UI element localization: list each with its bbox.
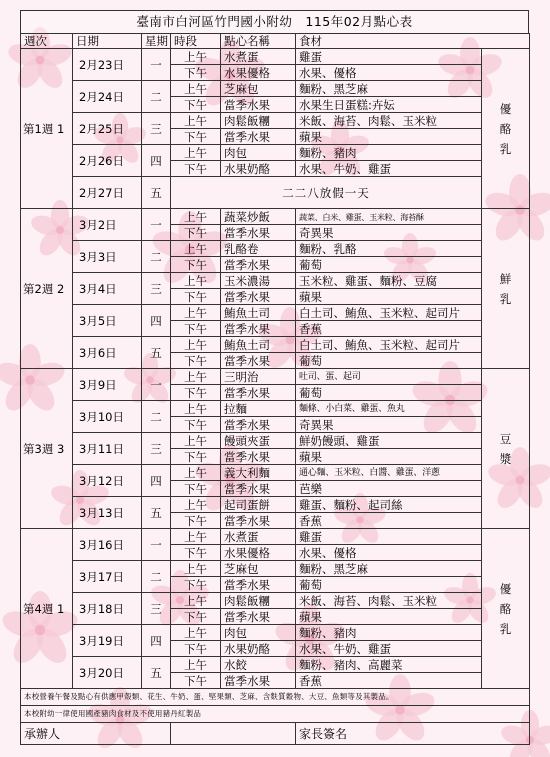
signature-gap (171, 723, 296, 745)
ingredients-cell: 麵粉、豬肉、高麗菜 (296, 657, 482, 673)
table-row (21, 241, 530, 257)
table-row (21, 305, 530, 321)
ingredients-cell: 水果、優格 (296, 65, 482, 81)
weekday-cell: 三 (142, 593, 171, 625)
ingredients-cell: 麵條、小白菜、雞蛋、魚丸 (296, 401, 482, 417)
snack-cell: 蔬菜炒飯 (221, 209, 296, 225)
ingredients-cell: 麵粉、豬肉 (296, 625, 482, 641)
date-cell: 3月11日 (73, 433, 142, 465)
ingredients-cell: 米飯、海苔、肉鬆、玉米粒 (296, 113, 482, 129)
date-cell: 3月9日 (73, 369, 142, 401)
ingredients-cell: 葡萄 (296, 353, 482, 369)
table-row (21, 465, 530, 481)
date-cell: 3月16日 (73, 529, 142, 561)
ingredients-cell: 香蕉 (296, 321, 482, 337)
period-cell: 下午 (171, 321, 221, 337)
snack-cell: 當季水果 (221, 673, 296, 689)
period-cell: 上午 (171, 593, 221, 609)
snack-cell: 鮪魚土司 (221, 305, 296, 321)
table-row (21, 625, 530, 641)
table-row (21, 145, 530, 161)
weekday-cell: 一 (142, 49, 171, 81)
header-row (21, 34, 530, 49)
table-row (21, 657, 530, 673)
date-cell: 3月18日 (73, 593, 142, 625)
date-cell: 3月2日 (73, 209, 142, 241)
weekday-cell: 二 (142, 401, 171, 433)
table-row (21, 561, 530, 577)
period-cell: 上午 (171, 81, 221, 97)
date-cell: 3月6日 (73, 337, 142, 369)
date-cell: 3月10日 (73, 401, 142, 433)
snack-cell: 當季水果 (221, 385, 296, 401)
signature-row (21, 723, 530, 745)
header-snack: 點心名稱 (221, 34, 296, 49)
weekday-cell: 二 (142, 561, 171, 593)
snack-cell: 當季水果 (221, 481, 296, 497)
period-cell: 下午 (171, 129, 221, 145)
weekday-cell: 二 (142, 81, 171, 113)
period-cell: 上午 (171, 529, 221, 545)
snack-cell: 水果奶酪 (221, 161, 296, 177)
snack-cell: 當季水果 (221, 513, 296, 529)
period-cell: 下午 (171, 417, 221, 433)
table-row (21, 529, 530, 545)
ingredients-cell: 水果生日蛋糕:卉妘 (296, 97, 482, 113)
header-weekday: 星期 (142, 34, 171, 49)
period-cell: 下午 (171, 609, 221, 625)
snack-cell: 肉包 (221, 625, 296, 641)
snack-cell: 當季水果 (221, 577, 296, 593)
snack-cell: 水果奶酪 (221, 641, 296, 657)
period-cell: 上午 (171, 241, 221, 257)
period-cell: 上午 (171, 49, 221, 65)
organizer-signature[interactable]: 承辦人 (21, 723, 171, 745)
snack-cell: 鮪魚土司 (221, 337, 296, 353)
table-row (21, 177, 530, 209)
snack-cell: 水餃 (221, 657, 296, 673)
ingredients-cell: 白土司、鮪魚、玉米粒、起司片 (296, 337, 482, 353)
note-row (21, 689, 530, 706)
milk-cell: 優 酪 乳 (482, 49, 530, 209)
date-cell: 2月24日 (73, 81, 142, 113)
ingredients-cell: 水果、牛奶、雞蛋 (296, 161, 482, 177)
snack-cell: 饅頭夾蛋 (221, 433, 296, 449)
date-cell: 3月20日 (73, 657, 142, 689)
weekday-cell: 五 (142, 337, 171, 369)
snack-cell: 肉鬆飯糰 (221, 113, 296, 129)
snack-cell: 當季水果 (221, 609, 296, 625)
ingredients-cell: 葡萄 (296, 577, 482, 593)
snack-cell: 水果優格 (221, 545, 296, 561)
period-cell: 上午 (171, 561, 221, 577)
snack-cell: 水煮蛋 (221, 49, 296, 65)
weekday-cell: 五 (142, 497, 171, 529)
ingredients-cell: 香蕉 (296, 673, 482, 689)
ingredients-cell: 芭樂 (296, 481, 482, 497)
weekday-cell: 二 (142, 241, 171, 273)
date-cell: 2月27日 (73, 177, 142, 209)
table-row (21, 49, 530, 65)
date-cell: 3月19日 (73, 625, 142, 657)
table-row (21, 593, 530, 609)
snack-cell: 拉麵 (221, 401, 296, 417)
ingredients-cell: 麵粉、黑芝麻 (296, 561, 482, 577)
table-row (21, 273, 530, 289)
date-cell: 3月17日 (73, 561, 142, 593)
date-cell: 2月23日 (73, 49, 142, 81)
period-cell: 上午 (171, 369, 221, 385)
header-week: 週次 (21, 34, 73, 49)
table-row (21, 497, 530, 513)
ingredients-cell: 米飯、海苔、肉鬆、玉米粒 (296, 593, 482, 609)
date-cell: 3月13日 (73, 497, 142, 529)
period-cell: 下午 (171, 161, 221, 177)
period-cell: 上午 (171, 401, 221, 417)
period-cell: 下午 (171, 577, 221, 593)
period-cell: 上午 (171, 273, 221, 289)
milk-cell: 豆 漿 (482, 369, 530, 529)
period-cell: 下午 (171, 97, 221, 113)
snack-cell: 起司蛋餅 (221, 497, 296, 513)
snack-cell: 義大利麵 (221, 465, 296, 481)
table-row (21, 369, 530, 385)
ingredients-cell: 蘋果 (296, 289, 482, 305)
snack-cell: 當季水果 (221, 97, 296, 113)
ingredients-cell: 葡萄 (296, 257, 482, 273)
snack-cell: 當季水果 (221, 321, 296, 337)
snack-cell: 當季水果 (221, 257, 296, 273)
weekday-cell: 四 (142, 305, 171, 337)
weekday-cell: 三 (142, 113, 171, 145)
note-row (21, 706, 530, 723)
parent-signature[interactable]: 家長簽名 (296, 723, 530, 745)
page-title: 臺南市白河區竹門國小附幼 115年02月點心表 (20, 10, 529, 33)
snack-cell: 肉包 (221, 145, 296, 161)
table-row (21, 433, 530, 449)
weekday-cell: 四 (142, 625, 171, 657)
ingredients-cell: 麵粉、乳酪 (296, 241, 482, 257)
ingredients-cell: 白土司、鮪魚、玉米粒、起司片 (296, 305, 482, 321)
week-label: 第1週 1 (21, 49, 73, 209)
table-row (21, 81, 530, 97)
ingredients-cell: 奇異果 (296, 417, 482, 433)
period-cell: 下午 (171, 481, 221, 497)
snack-menu-sheet (20, 10, 529, 745)
snack-cell: 當季水果 (221, 417, 296, 433)
snack-cell: 當季水果 (221, 449, 296, 465)
snack-cell: 三明治 (221, 369, 296, 385)
date-cell: 3月4日 (73, 273, 142, 305)
period-cell: 下午 (171, 257, 221, 273)
weekday-cell: 四 (142, 145, 171, 177)
ingredients-cell: 水果、優格 (296, 545, 482, 561)
ingredients-cell: 蘋果 (296, 129, 482, 145)
snack-cell: 當季水果 (221, 353, 296, 369)
period-cell: 上午 (171, 145, 221, 161)
weekday-cell: 五 (142, 177, 171, 209)
week-label: 第3週 3 (21, 369, 73, 529)
date-cell: 2月25日 (73, 113, 142, 145)
snack-cell: 當季水果 (221, 225, 296, 241)
table-row (21, 113, 530, 129)
weekday-cell: 一 (142, 209, 171, 241)
period-cell: 下午 (171, 353, 221, 369)
ingredients-cell: 雞蛋 (296, 49, 482, 65)
snack-cell: 肉鬆飯糰 (221, 593, 296, 609)
snack-cell: 當季水果 (221, 129, 296, 145)
weekday-cell: 三 (142, 273, 171, 305)
period-cell: 上午 (171, 657, 221, 673)
period-cell: 下午 (171, 673, 221, 689)
ingredients-cell: 蔬菜、白米、雞蛋、玉米粒、海苔酥 (296, 209, 482, 225)
snack-cell: 當季水果 (221, 289, 296, 305)
period-cell: 下午 (171, 641, 221, 657)
date-cell: 3月12日 (73, 465, 142, 497)
week-label: 第2週 2 (21, 209, 73, 369)
period-cell: 上午 (171, 305, 221, 321)
holiday-cell: 二二八放假一天 (171, 177, 482, 209)
weekday-cell: 五 (142, 657, 171, 689)
week-label: 第4週 1 (21, 529, 73, 689)
ingredients-cell: 蘋果 (296, 609, 482, 625)
snack-cell: 芝麻包 (221, 561, 296, 577)
weekday-cell: 一 (142, 369, 171, 401)
weekday-cell: 一 (142, 529, 171, 561)
ingredients-cell: 鮮奶饅頭、雞蛋 (296, 433, 482, 449)
pork-note: 本校附幼一律使用國產豬肉食材及不使用豬丹紅製品 (21, 706, 530, 723)
snack-cell: 玉米濃湯 (221, 273, 296, 289)
table-row (21, 337, 530, 353)
date-cell: 2月26日 (73, 145, 142, 177)
allergen-note: 本校營養午餐及點心有供應甲殼類、花生、牛奶、蛋、堅果類、芝麻、含麩質穀物、大豆、魚類等及其製品。 (21, 689, 530, 706)
ingredients-cell: 麵粉、黑芝麻 (296, 81, 482, 97)
period-cell: 上午 (171, 433, 221, 449)
period-cell: 下午 (171, 513, 221, 529)
ingredients-cell: 通心麵、玉米粒、白醬、雞蛋、洋蔥 (296, 465, 482, 481)
date-cell: 3月3日 (73, 241, 142, 273)
ingredients-cell: 玉米粒、雞蛋、麵粉、豆腐 (296, 273, 482, 289)
period-cell: 下午 (171, 225, 221, 241)
header-ingredients: 食材 (296, 34, 530, 49)
milk-cell: 鮮 乳 (482, 209, 530, 369)
snack-cell: 水果優格 (221, 65, 296, 81)
period-cell: 下午 (171, 449, 221, 465)
period-cell: 上午 (171, 337, 221, 353)
snack-menu-table (20, 33, 530, 745)
weekday-cell: 三 (142, 433, 171, 465)
period-cell: 下午 (171, 385, 221, 401)
milk-cell: 優 酪 乳 (482, 529, 530, 689)
ingredients-cell: 蘋果 (296, 449, 482, 465)
ingredients-cell: 水果、牛奶、雞蛋 (296, 641, 482, 657)
ingredients-cell: 麵粉、豬肉 (296, 145, 482, 161)
period-cell: 下午 (171, 65, 221, 81)
weekday-cell: 四 (142, 465, 171, 497)
snack-cell: 水煮蛋 (221, 529, 296, 545)
header-period: 時段 (171, 34, 221, 49)
period-cell: 下午 (171, 545, 221, 561)
period-cell: 上午 (171, 209, 221, 225)
table-row (21, 401, 530, 417)
period-cell: 下午 (171, 289, 221, 305)
period-cell: 上午 (171, 465, 221, 481)
ingredients-cell: 雞蛋、麵粉、起司絲 (296, 497, 482, 513)
ingredients-cell: 雞蛋 (296, 529, 482, 545)
period-cell: 上午 (171, 497, 221, 513)
ingredients-cell: 奇異果 (296, 225, 482, 241)
snack-cell: 乳酪卷 (221, 241, 296, 257)
table-row (21, 209, 530, 225)
period-cell: 上午 (171, 113, 221, 129)
ingredients-cell: 葡萄 (296, 385, 482, 401)
header-date: 日期 (73, 34, 142, 49)
snack-cell: 芝麻包 (221, 81, 296, 97)
date-cell: 3月5日 (73, 305, 142, 337)
period-cell: 上午 (171, 625, 221, 641)
ingredients-cell: 吐司、蛋、起司 (296, 369, 482, 385)
ingredients-cell: 香蕉 (296, 513, 482, 529)
